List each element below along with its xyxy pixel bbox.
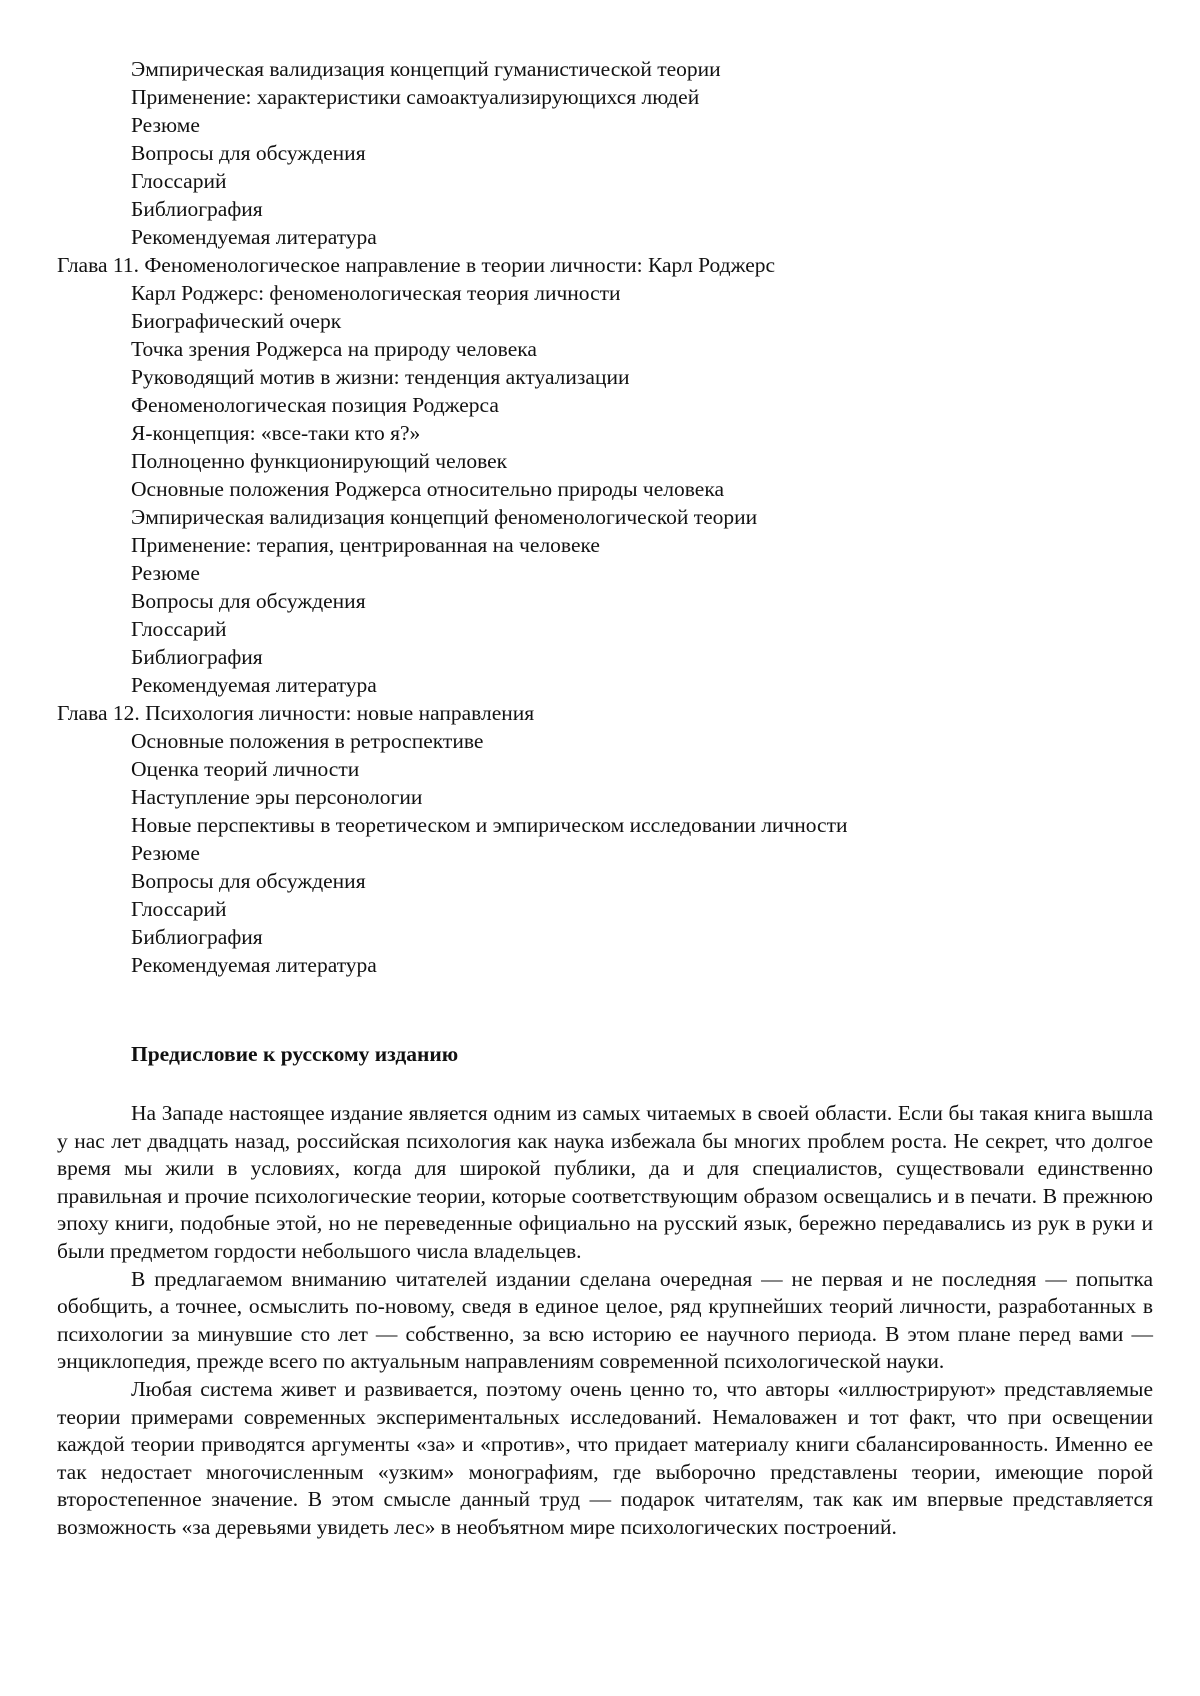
toc-entry: Биографический очерк [131, 309, 342, 333]
preface-paragraph-2: В предлагаемом вниманию читателей издании сделана очередная — не первая и не последняя — попытка обобщить, а точнее, осмыслить по-новому, сведя в единое целое, ряд крупнейших теорий личности, разработанных в психологии за минувшие сто лет — собственно, за всю историю ее научного периода. В этом плане перед вами — энциклопедия, прежде всего по актуальным направлениям современной психологической науки. [57, 1266, 1153, 1374]
toc-entry: Применение: терапия, центрированная на человеке [131, 533, 600, 557]
toc-entry: Основные положения в ретроспективе [131, 729, 484, 753]
toc-entry: Библиография [131, 925, 263, 949]
toc-entry: Эмпирическая валидизация концепций феноменологической теории [131, 505, 758, 529]
toc-entry: Рекомендуемая литература [131, 673, 377, 697]
toc-entry: Полноценно функционирующий человек [131, 449, 508, 473]
toc-entry: Новые перспективы в теоретическом и эмпирическом исследовании личности [131, 813, 848, 837]
preface-paragraph-3: Любая система живет и развивается, поэтому очень ценно то, что авторы «иллюстрируют» представляемые теории примерами современных экспериментальных исследований. Немаловажен и тот факт, что при освещении каждой теории приводятся аргументы «за» и «против», что придает материалу книги сбалансированность. Именно ее так недостает многочисленным «узким» монографиям, где выборочно представлены теории, имеющие порой второстепенное значение. В этом смысле данный труд — подарок читателям, так как им впервые представляется возможность «за деревьями увидеть лес» в необъятном мире психологических построений. [57, 1376, 1153, 1539]
preface-paragraph-1: На Западе настоящее издание является одним из самых читаемых в своей области. Если бы такая книга вышла у нас лет двадцать назад, российская психология как наука избежала бы многих проблем роста. Не секрет, что долгое время мы жили в условиях, когда для широкой публики, да и для специалистов, существовали единственно правильная и прочие психологические теории, которые соответствующим образом освещались и в печати. В прежнюю эпоху книги, подобные этой, но не переведенные официально на русский язык, бережно передавались из рук в руки и были предметом гордости небольшого числа владельцев. [57, 1101, 1153, 1263]
toc-entry: Феноменологическая позиция Роджерса [131, 393, 499, 417]
toc-entry: Руководящий мотив в жизни: тенденция актуализации [131, 365, 630, 389]
toc-entry: Резюме [131, 841, 200, 865]
toc-entry: Библиография [131, 197, 263, 221]
toc-entry: Эмпирическая валидизация концепций гуманистической теории [131, 57, 721, 81]
toc-entry: Рекомендуемая литература [131, 225, 377, 249]
toc-entry: Применение: характеристики самоактуализирующихся людей [131, 85, 700, 109]
toc-entry: Я-концепция: «все-таки кто я?» [131, 421, 421, 445]
toc-entry: Наступление эры персонологии [131, 785, 423, 809]
toc-entry: Глоссарий [131, 169, 227, 193]
toc-entry: Вопросы для обсуждения [131, 141, 366, 165]
toc-entry: Библиография [131, 645, 263, 669]
toc-entry: Вопросы для обсуждения [131, 589, 366, 613]
preface-body [57, 1100, 1153, 1542]
toc-chapter-heading: Глава 11. Феноменологическое направление в теории личности: Карл Роджерс [57, 253, 776, 277]
preface-section [57, 1040, 1153, 1542]
toc-entry: Глоссарий [131, 897, 227, 921]
preface-title: Предисловие к русскому изданию [131, 1042, 459, 1066]
table-of-contents [0, 55, 1200, 979]
toc-entry: Основные положения Роджерса относительно природы человека [131, 477, 725, 501]
toc-entry: Карл Роджерс: феноменологическая теория личности [131, 281, 621, 305]
toc-entry: Точка зрения Роджерса на природу человека [131, 337, 537, 361]
toc-entry: Резюме [131, 113, 200, 137]
toc-entry: Глоссарий [131, 617, 227, 641]
toc-entry: Вопросы для обсуждения [131, 869, 366, 893]
toc-entry: Оценка теорий личности [131, 757, 360, 781]
toc-chapter-heading: Глава 12. Психология личности: новые направления [57, 701, 535, 725]
toc-entry: Резюме [131, 561, 200, 585]
toc-entry: Рекомендуемая литература [131, 953, 377, 977]
